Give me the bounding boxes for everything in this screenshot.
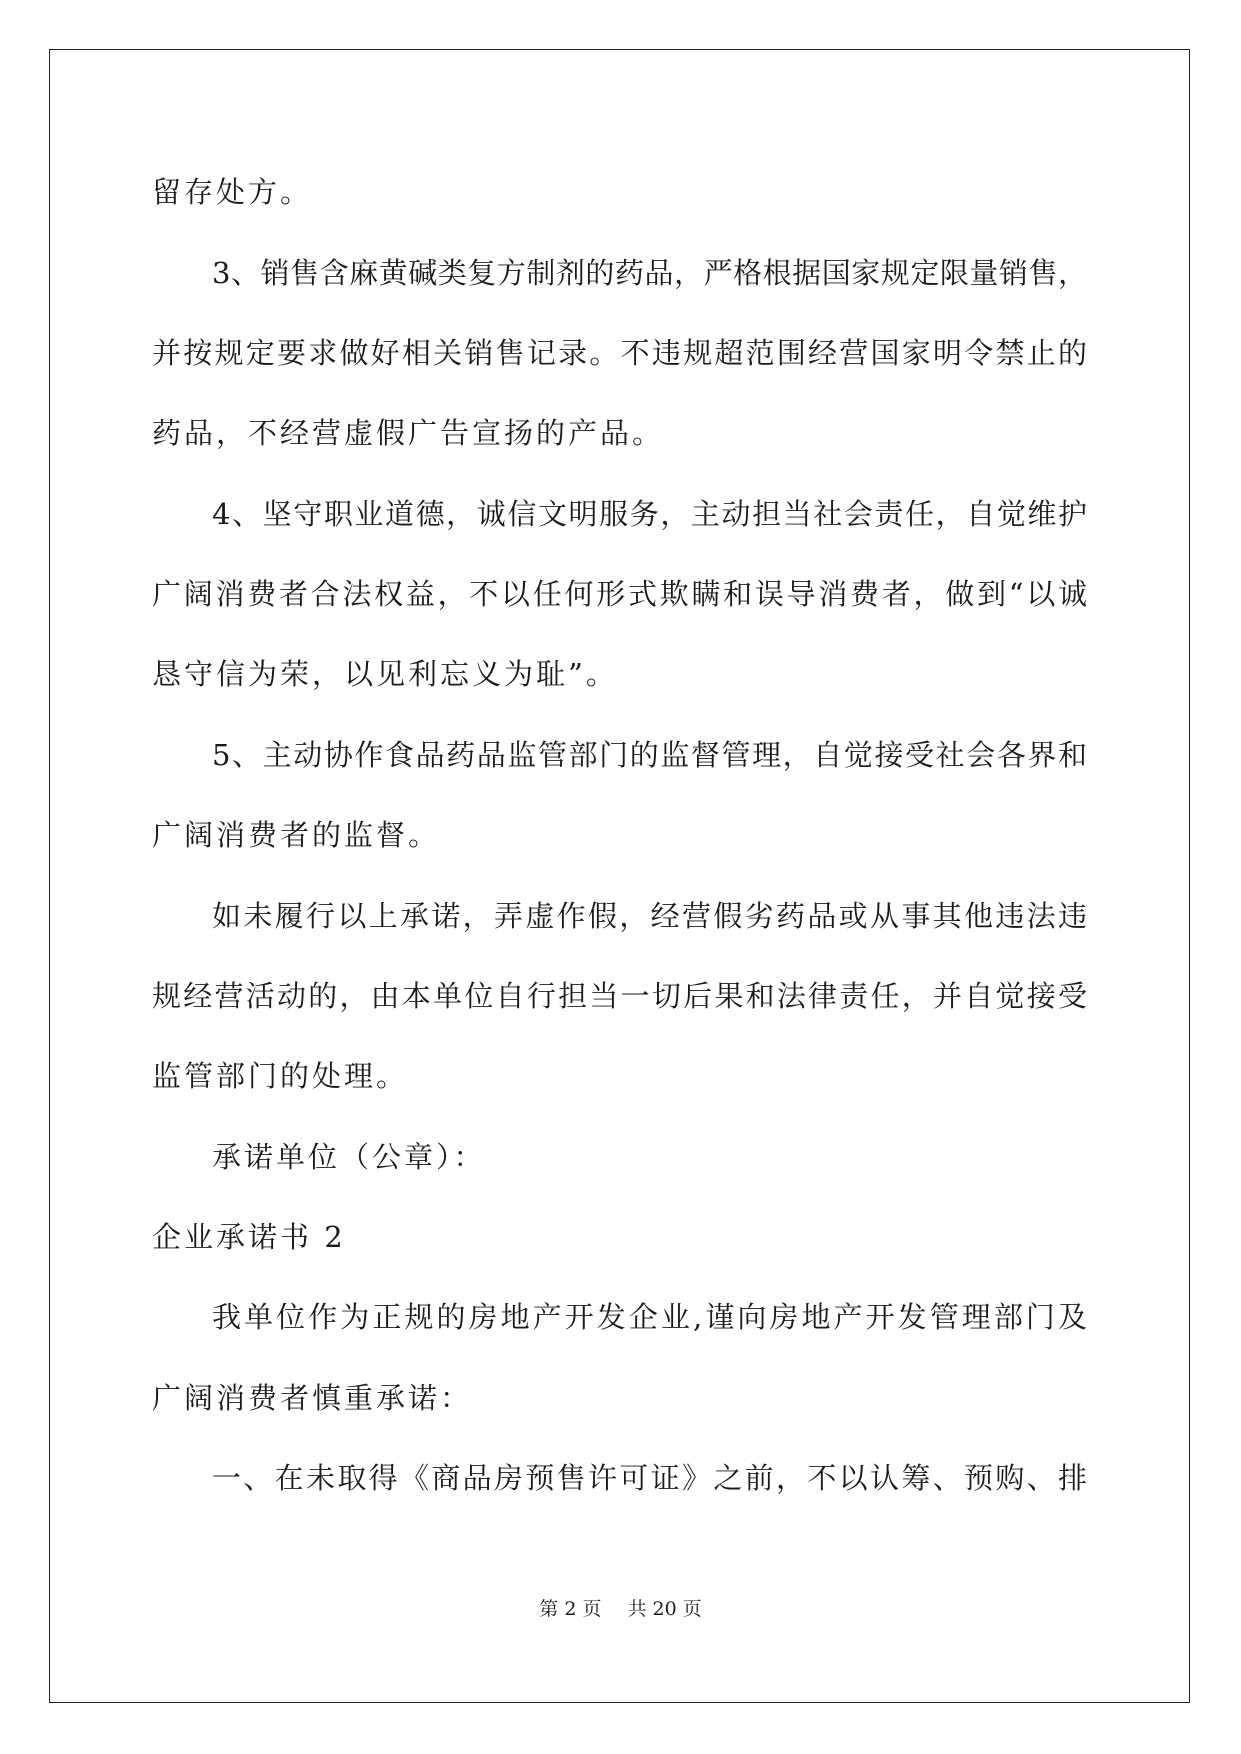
text-line-6: 广阔消费者合法权益，不以任何形式欺瞒和误导消费者，做到“以诚 bbox=[152, 577, 1087, 611]
page-footer bbox=[0, 1597, 1241, 1621]
text-line-15: 我单位作为正规的房地产开发企业,谨向房地产开发管理部门及 bbox=[212, 1300, 1087, 1334]
text-line-2: 3、销售含麻黄碱类复方制剂的药品，严格根据国家规定限量销售， bbox=[212, 256, 1087, 290]
section-heading: 企业承诺书 2 bbox=[152, 1220, 346, 1254]
text-line-12: 监管部门的处理。 bbox=[152, 1059, 409, 1093]
text-line-10: 如未履行以上承诺，弄虚作假，经营假劣药品或从事其他违法违 bbox=[212, 899, 1087, 933]
signature-label: 承诺单位（公章）： bbox=[212, 1140, 486, 1174]
page-number: 第 2 页 bbox=[539, 1598, 602, 1620]
text-line-1: 留存处方。 bbox=[152, 175, 313, 209]
text-line-7: 恳守信为荣，以见利忘义为耻”。 bbox=[152, 657, 618, 691]
text-line-4: 药品，不经营虚假广告宣扬的产品。 bbox=[152, 416, 665, 450]
text-line-11: 规经营活动的，由本单位自行担当一切后果和法律责任，并自觉接受 bbox=[152, 979, 1087, 1013]
text-line-8: 5、主动协作食品药品监管部门的监督管理，自觉接受社会各界和 bbox=[212, 738, 1087, 772]
text-line-17: 一、在未取得《商品房预售许可证》之前，不以认筹、预购、排 bbox=[212, 1461, 1087, 1495]
page-border bbox=[49, 49, 1190, 1703]
page-total: 共 20 页 bbox=[627, 1598, 702, 1620]
text-line-16: 广阔消费者慎重承诺： bbox=[152, 1381, 473, 1415]
text-line-3: 并按规定要求做好相关销售记录。不违规超范围经营国家明令禁止的 bbox=[152, 336, 1087, 370]
text-line-5: 4、坚守职业道德，诚信文明服务，主动担当社会责任，自觉维护 bbox=[212, 497, 1087, 531]
text-line-9: 广阔消费者的监督。 bbox=[152, 818, 441, 852]
